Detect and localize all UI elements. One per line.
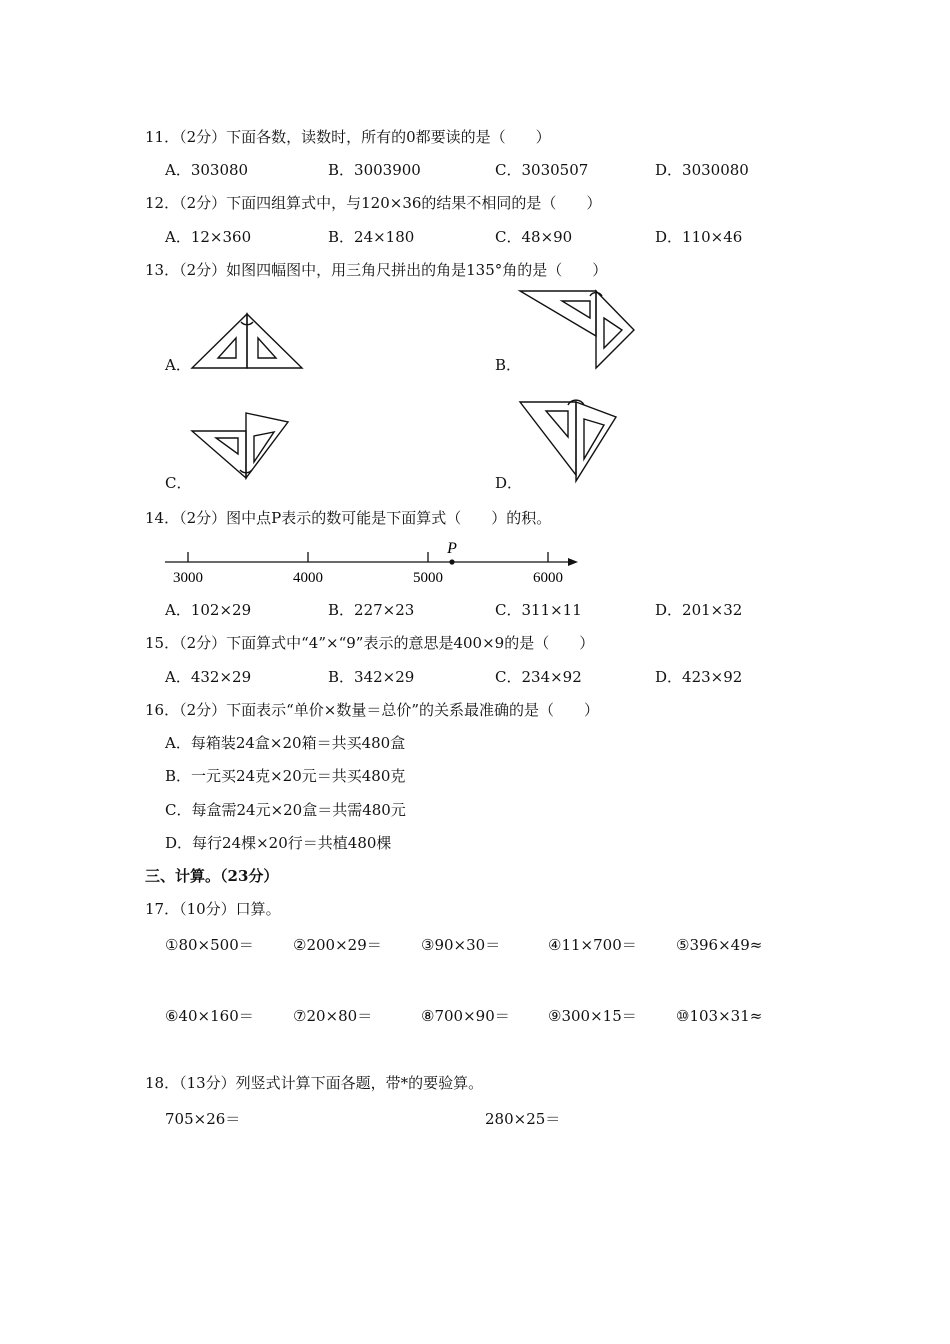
q11-option-b[interactable]: B．3003900 <box>328 161 421 179</box>
q14-option-d[interactable]: D．201×32 <box>655 601 743 619</box>
q16-option-c[interactable]: C．每盒需24元×20盒＝共需480元 <box>165 801 406 819</box>
q17-item-8: ⑧700×90＝ <box>421 1007 510 1025</box>
q11-option-d[interactable]: D．3030080 <box>655 161 749 179</box>
q18-item-1: 705×26＝ <box>165 1110 241 1128</box>
q13-label-b[interactable]: B． <box>495 356 522 374</box>
q11-stem: 11．（2分）下面各数，读数时，所有的0都要读的是（ ） <box>145 128 551 146</box>
q15-option-b[interactable]: B．342×29 <box>328 668 415 686</box>
q13-label-d[interactable]: D． <box>495 474 523 492</box>
point-p-label: P <box>447 540 457 557</box>
number-line-tick-label: 5000 <box>413 570 443 586</box>
q16-option-a[interactable]: A．每箱装24盒×20箱＝共买480盒 <box>165 734 406 752</box>
number-line-tick-label: 6000 <box>533 570 563 586</box>
q16-option-b[interactable]: B．一元买24克×20元＝共买480克 <box>165 767 406 785</box>
q12-option-a[interactable]: A．12×360 <box>165 228 252 246</box>
q16-stem: 16．（2分）下面表示“单价×数量＝总价”的关系最准确的是（ ） <box>145 701 600 719</box>
q17-item-3: ③90×30＝ <box>421 936 501 954</box>
q17-item-1: ①80×500＝ <box>165 936 254 954</box>
point-p-marker <box>449 559 454 564</box>
q12-option-d[interactable]: D．110×46 <box>655 228 743 246</box>
q15-option-a[interactable]: A．432×29 <box>165 668 252 686</box>
q15-stem: 15．（2分）下面算式中“4”×“9”表示的意思是400×9的是（ ） <box>145 634 595 652</box>
arrow-icon <box>568 558 578 566</box>
q17-item-10: ⑩103×31≈ <box>676 1007 763 1025</box>
q14-number-line <box>0 0 950 600</box>
q17-item-2: ②200×29＝ <box>293 936 382 954</box>
q13-label-c[interactable]: C． <box>165 474 192 492</box>
number-line-tick-label: 4000 <box>293 570 323 586</box>
q11-option-a[interactable]: A．303080 <box>165 161 249 179</box>
q13-stem: 13．（2分）如图四幅图中，用三角尺拼出的角是135°角的是（ ） <box>145 261 608 279</box>
q15-option-d[interactable]: D．423×92 <box>655 668 743 686</box>
q17-item-4: ④11×700＝ <box>548 936 637 954</box>
q14-option-a[interactable]: A．102×29 <box>165 601 252 619</box>
q15-option-c[interactable]: C．234×92 <box>495 668 582 686</box>
q13-label-a[interactable]: A． <box>165 356 191 374</box>
q18-item-2: 280×25＝ <box>485 1110 561 1128</box>
q17-item-6: ⑥40×160＝ <box>165 1007 254 1025</box>
q14-option-b[interactable]: B．227×23 <box>328 601 415 619</box>
q12-option-b[interactable]: B．24×180 <box>328 228 415 246</box>
q17-item-5: ⑤396×49≈ <box>676 936 763 954</box>
q14-option-c[interactable]: C．311×11 <box>495 601 582 619</box>
number-line-tick-label: 3000 <box>173 570 203 586</box>
q17-item-9: ⑨300×15＝ <box>548 1007 637 1025</box>
q16-option-d[interactable]: D．每行24棵×20行＝共植480棵 <box>165 834 392 852</box>
section-3-heading: 三、计算。（23分） <box>145 867 279 885</box>
q14-stem: 14．（2分）图中点P表示的数可能是下面算式（ ）的积。 <box>145 509 552 527</box>
q17-item-7: ⑦20×80＝ <box>293 1007 373 1025</box>
q17-stem: 17．（10分）口算。 <box>145 900 281 918</box>
q12-option-c[interactable]: C．48×90 <box>495 228 573 246</box>
q11-option-c[interactable]: C．3030507 <box>495 161 589 179</box>
q12-stem: 12．（2分）下面四组算式中，与120×36的结果不相同的是（ ） <box>145 194 602 212</box>
q18-stem: 18．（13分）列竖式计算下面各题，带*的要验算。 <box>145 1074 484 1092</box>
